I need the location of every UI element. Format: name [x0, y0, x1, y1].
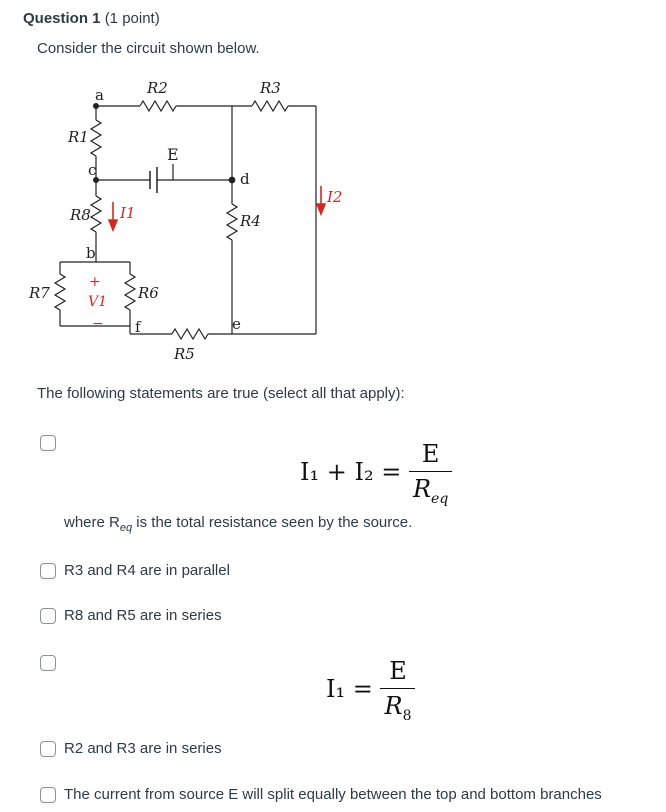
option-2-label: R3 and R4 are in parallel [64, 562, 230, 579]
resistor-r6 [125, 274, 135, 310]
option-4-fraction [380, 657, 415, 724]
node-d-dot [229, 177, 236, 184]
question-prompt: Consider the circuit shown below. [37, 40, 260, 57]
option-1-lhs: I₁ + I₂ = [300, 457, 402, 486]
checkbox-option-1[interactable] [40, 435, 56, 451]
label-r8: R8 [70, 206, 91, 224]
resistor-r2 [140, 101, 176, 111]
label-v1-plus: + [89, 274, 101, 290]
label-node-f: f [135, 318, 141, 336]
label-i2: I2 [327, 188, 343, 206]
option-1-fraction [409, 440, 452, 507]
label-r4: R4 [240, 212, 261, 230]
option-6-label: The current from source E will split equally between the top and bottom branches [64, 786, 602, 803]
option-4-numerator: E [389, 657, 407, 685]
question-points: (1 point) [104, 10, 160, 27]
label-r3: R3 [260, 79, 281, 97]
option-4-denominator: $R_8$ [380, 688, 415, 724]
checkbox-option-2[interactable] [40, 563, 56, 579]
label-source-e: E [167, 145, 179, 164]
checkbox-option-4[interactable] [40, 655, 56, 671]
circuit-diagram [0, 70, 380, 370]
resistor-r1 [91, 120, 101, 156]
checkbox-option-5[interactable] [40, 741, 56, 757]
checkbox-option-3[interactable] [40, 608, 56, 624]
label-node-b: b [86, 244, 96, 262]
label-node-e: e [232, 315, 241, 333]
resistor-r8 [91, 196, 101, 232]
current-i1-arrow-head [109, 220, 117, 230]
option-4-lhs: I₁ = [326, 674, 373, 703]
checkbox-option-6[interactable] [40, 787, 56, 803]
label-v1-minus: − [92, 316, 104, 332]
option-1-denominator: $R_{eq}$ [409, 471, 452, 507]
option-3-label: R8 and R5 are in series [64, 607, 222, 624]
label-r1: R1 [68, 128, 89, 146]
label-r6: R6 [138, 284, 159, 302]
label-node-c: c [88, 161, 97, 179]
label-v1: V1 [88, 294, 108, 310]
statement-text: The following statements are true (select all that apply): [37, 385, 405, 402]
resistor-r4 [227, 204, 237, 240]
label-node-a: a [95, 86, 104, 104]
label-r2: R2 [147, 79, 168, 97]
current-i2-arrow-head [317, 204, 325, 214]
option-1-equation [300, 440, 452, 507]
option-1-numerator: E [421, 440, 440, 468]
label-i1: I1 [120, 204, 136, 222]
resistor-r7 [55, 274, 65, 310]
resistor-r5 [172, 329, 208, 339]
label-node-d: d [240, 170, 250, 188]
question-number: Question 1 [23, 10, 101, 27]
label-r7: R7 [29, 284, 50, 302]
option-5-label: R2 and R3 are in series [64, 740, 222, 757]
option-4-equation [326, 657, 415, 724]
option-1-note: where $R_{eq}$ is the total resistance seen by the source. [64, 514, 413, 534]
question-title [23, 10, 160, 27]
label-r5: R5 [174, 345, 195, 363]
resistor-r3 [252, 101, 288, 111]
